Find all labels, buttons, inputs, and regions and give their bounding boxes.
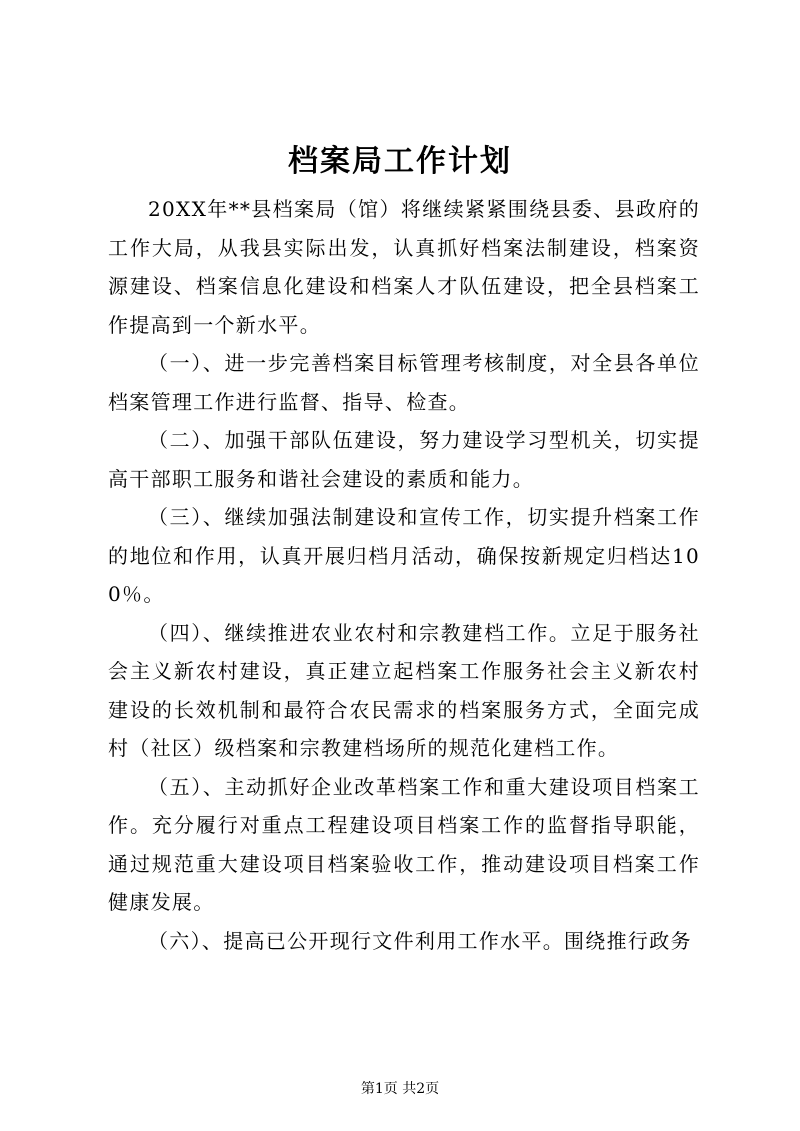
paragraph-item-4: （四）、继续推进农业农村和宗教建档工作。立足于服务社会主义新农村建设，真正建立起档案工作服务社会主义新农村建设的长效机制和最符合农民需求的档案服务方式，全面完成村（社区）级档案和宗教建档场所的规范化建档工作。 (108, 620, 700, 760)
paragraph-item-1: （一）、进一步完善档案目标管理考核制度，对全县各单位档案管理工作进行监督、指导、检查。 (108, 351, 700, 414)
page-footer: 第1页 共2页 (360, 1081, 440, 1097)
paragraph-item-3: （三）、继续加强法制建设和宣传工作，切实提升档案工作的地位和作用，认真开展归档月活动，确保按新规定归档达100％。 (108, 505, 700, 606)
paragraph-intro: 20XX年**县档案局（馆）将继续紧紧围绕县委、县政府的工作大局，从我县实际出发，认真抓好档案法制建设，档案资源建设、档案信息化建设和档案人才队伍建设，把全县档案工作提高到一个新水平。 (108, 197, 700, 337)
paragraph-item-6: （六）、提高已公开现行文件利用工作水平。围绕推行政务 (148, 928, 692, 953)
paragraph-item-2: （二）、加强干部队伍建设，努力建设学习型机关，切实提高干部职工服务和谐社会建设的素质和能力。 (108, 428, 700, 491)
document-title: 档案局工作计划 (288, 144, 512, 179)
paragraph-item-5: （五）、主动抓好企业改革档案工作和重大建设项目档案工作。充分履行对重点工程建设项目档案工作的监督指导职能，通过规范重大建设项目档案验收工作，推动建设项目档案工作健康发展。 (108, 774, 700, 914)
document-body (108, 190, 700, 960)
